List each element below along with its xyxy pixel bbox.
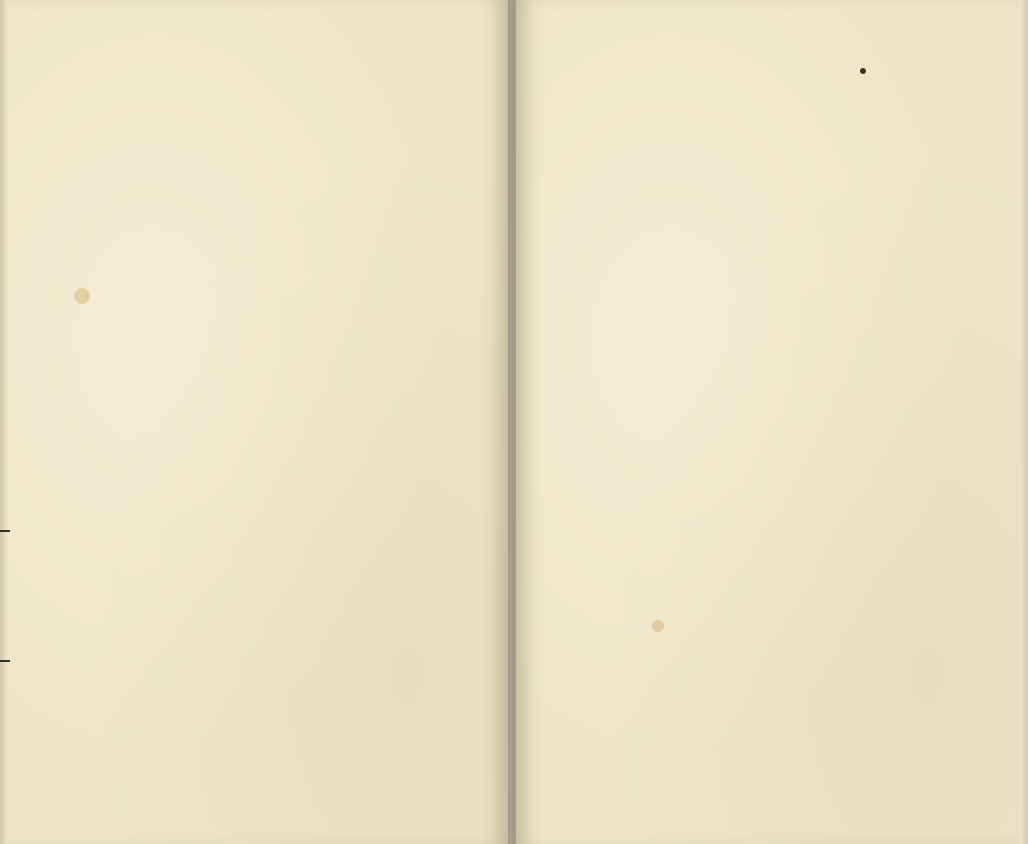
margin-mark <box>0 530 10 532</box>
left-page <box>0 0 510 844</box>
foxing-stain <box>652 620 664 632</box>
right-page <box>514 0 1028 844</box>
right-page-note-c <box>916 80 1016 230</box>
right-page-note-b <box>696 95 906 245</box>
right-page-edge <box>1020 0 1028 844</box>
foxing-stain <box>74 288 90 304</box>
ink-spot <box>860 68 866 74</box>
left-page-edge <box>0 0 8 844</box>
margin-mark <box>0 660 10 662</box>
left-page-main-text <box>30 200 470 780</box>
right-page-main-text <box>566 240 1016 790</box>
right-page-note-a <box>566 95 656 245</box>
